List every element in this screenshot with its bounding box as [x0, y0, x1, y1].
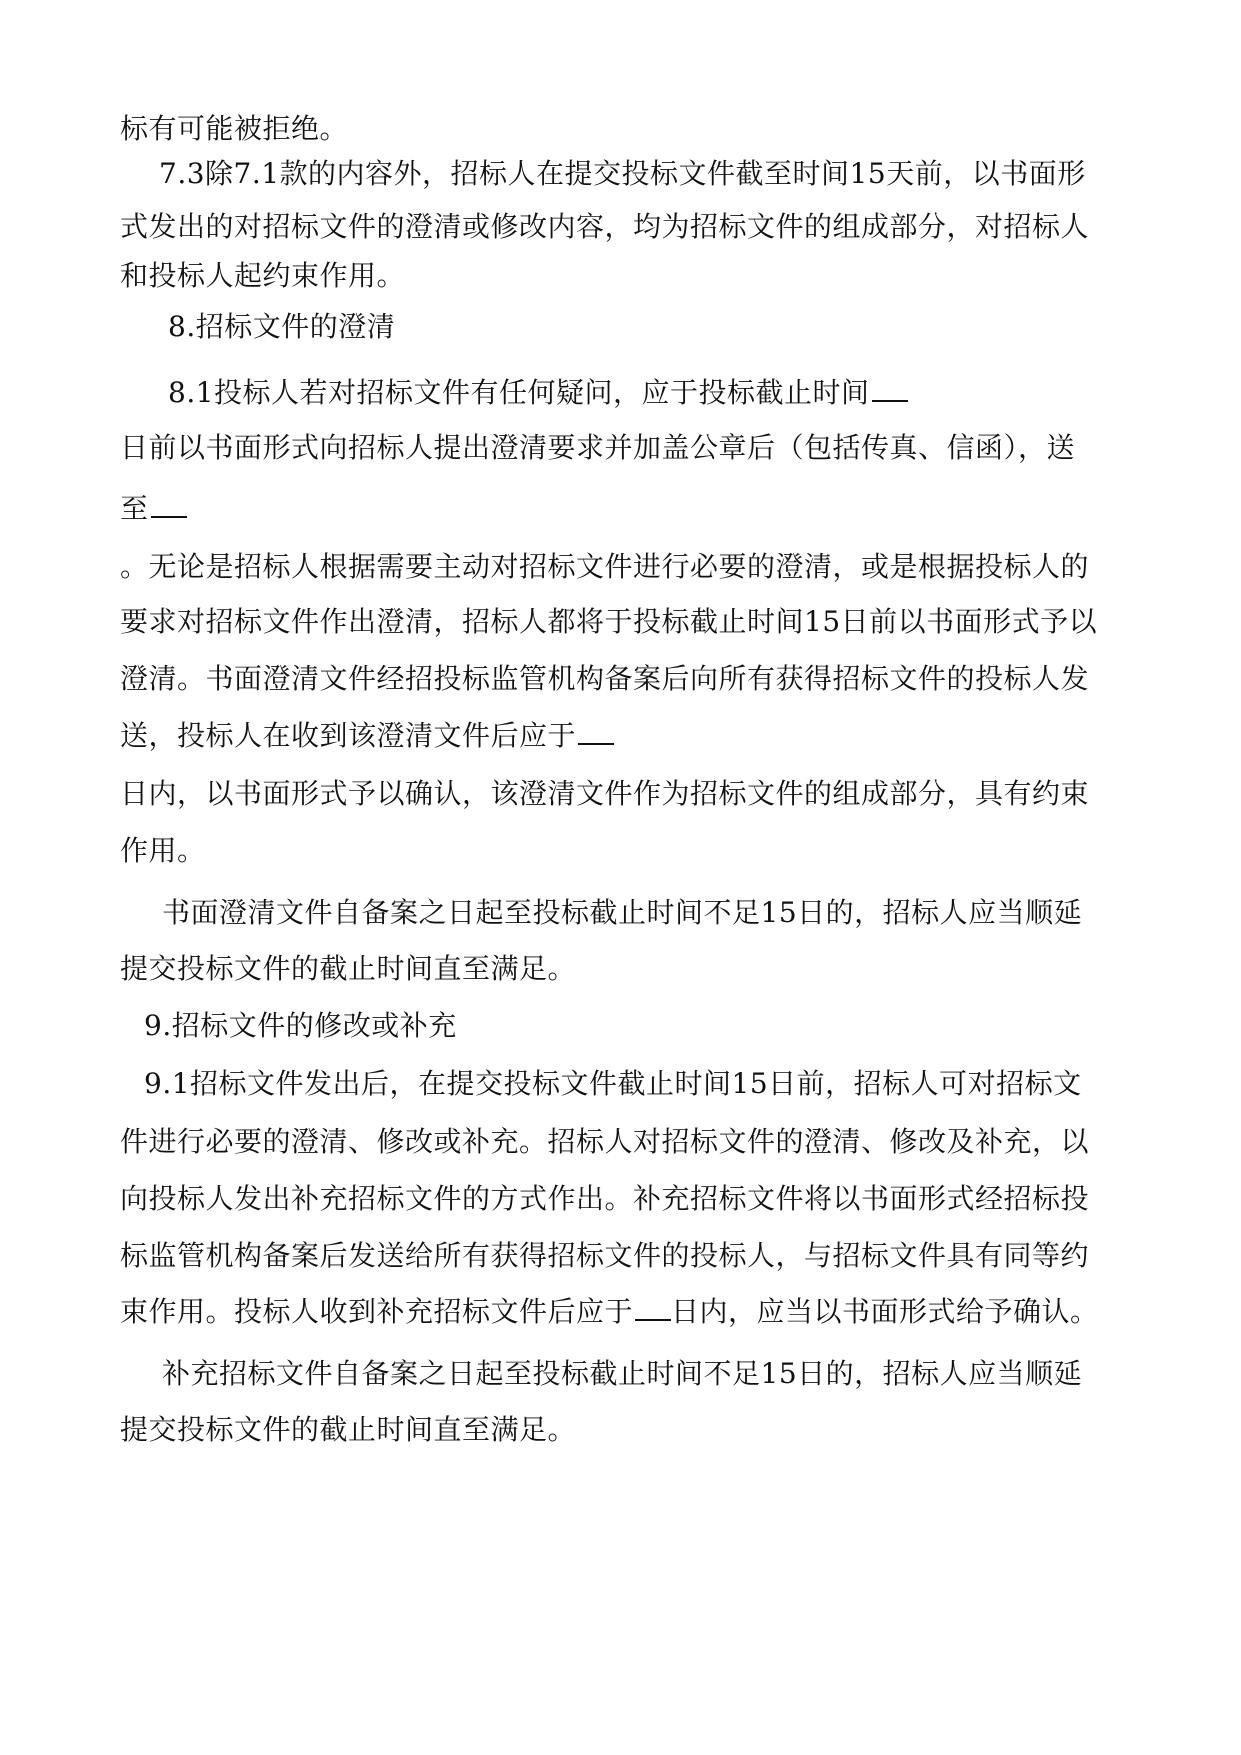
fill-blank — [872, 378, 908, 402]
text-line: 书面澄清文件自备案之日起至投标截止时间不足15日的，招标人应当顺延 — [162, 896, 1083, 929]
text-line: 式发出的对招标文件的澄清或修改内容，均为招标文件的组成部分，对招标人 — [120, 210, 1090, 243]
section-heading: 8.招标文件的澄清 — [168, 310, 396, 343]
text-line: 至 — [120, 492, 187, 526]
text-line: 7.3除7.1款的内容外，招标人在提交投标文件截至时间15天前，以书面形 — [159, 157, 1086, 190]
text-line: 澄清。书面澄清文件经招投标监管机构备案后向所有获得招标文件的投标人发 — [120, 662, 1090, 695]
text-line: 件进行必要的澄清、修改或补充。招标人对招标文件的澄清、修改及补充，以 — [120, 1125, 1090, 1158]
section-heading: 9.招标文件的修改或补充 — [144, 1009, 457, 1042]
text-line: 提交投标文件的截止时间直至满足。 — [120, 1413, 577, 1446]
text-line: 提交投标文件的截止时间直至满足。 — [120, 952, 577, 985]
text-line: 要求对招标文件作出澄清，招标人都将于投标截止时间15日前以书面形式予以 — [120, 605, 1098, 638]
text-line: 日内，以书面形式予以确认，该澄清文件作为招标文件的组成部分，具有约束 — [120, 777, 1090, 810]
text-line: 。无论是招标人根据需要主动对招标文件进行必要的澄清，或是根据投标人的 — [120, 550, 1090, 583]
text-line: 作用。 — [120, 834, 206, 867]
text-line: 8.1投标人若对招标文件有任何疑问，应于投标截止时间 — [168, 376, 908, 410]
fill-blank — [578, 721, 614, 745]
text-line: 和投标人起约束作用。 — [120, 259, 406, 292]
text-line: 9.1招标文件发出后，在提交投标文件截止时间15日前，招标人可对招标文 — [144, 1067, 1082, 1100]
text-line: 向投标人发出补充招标文件的方式作出。补充招标文件将以书面形式经招标投 — [120, 1182, 1090, 1215]
fill-blank — [151, 494, 187, 518]
text-line: 标有可能被拒绝。 — [120, 112, 349, 145]
text-line: 束作用。投标人收到补充招标文件后应于 日内，应当以书面形式给予确认。 — [120, 1295, 1099, 1328]
text-line: 日前以书面形式向招标人提出澄清要求并加盖公章后（包括传真、信函），送 — [120, 431, 1076, 464]
text-line: 送，投标人在收到该澄清文件后应于 — [120, 719, 614, 753]
text-line: 补充招标文件自备案之日起至投标截止时间不足15日的，招标人应当顺延 — [162, 1357, 1083, 1390]
fill-blank — [635, 1297, 671, 1321]
text-line: 标监管机构备案后发送给所有获得招标文件的投标人，与招标文件具有同等约 — [120, 1239, 1090, 1272]
